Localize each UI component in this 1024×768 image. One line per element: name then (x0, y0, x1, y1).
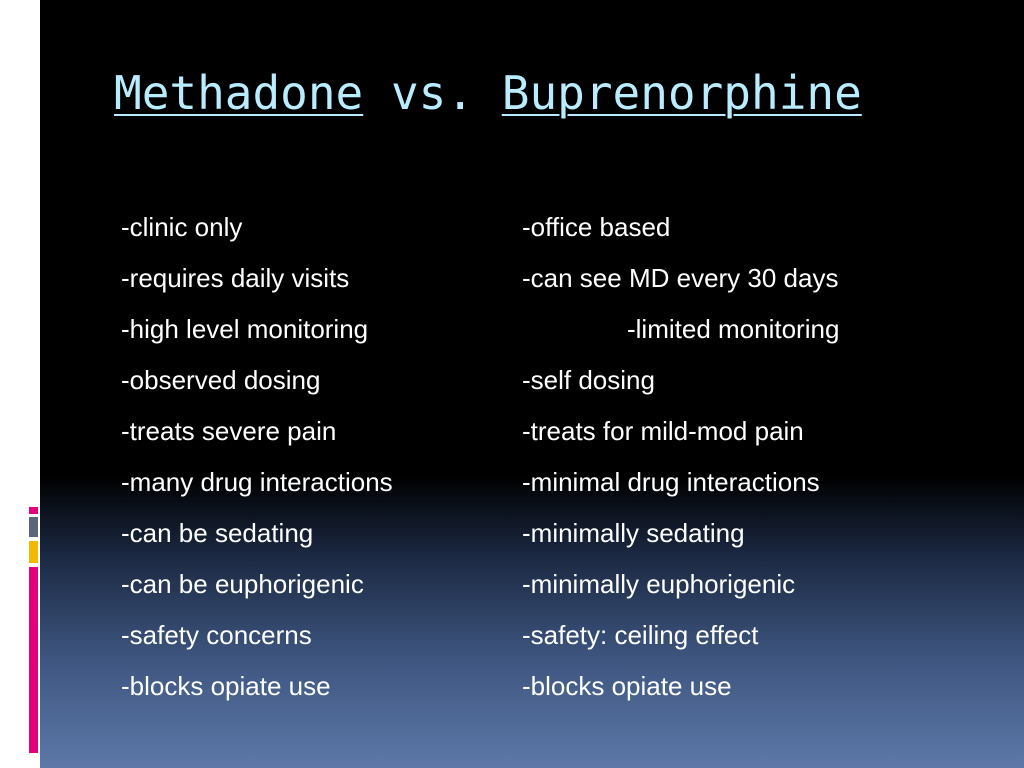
buprenorphine-item: -blocks opiate use (522, 671, 732, 701)
buprenorphine-item: -minimally sedating (522, 518, 745, 548)
methadone-item: -can be sedating (121, 518, 314, 548)
methadone-item: -treats severe pain (121, 416, 337, 446)
slide-title (114, 66, 862, 120)
buprenorphine-item: -office based (522, 212, 671, 242)
buprenorphine-item: -limited monitoring (627, 314, 840, 344)
methadone-item: -observed dosing (121, 365, 321, 395)
accent-bar-yellow (29, 541, 38, 563)
accent-bar-gray (29, 517, 38, 537)
accent-bar-pink-top (29, 507, 38, 514)
methadone-item: -can be euphorigenic (121, 569, 364, 599)
buprenorphine-item: -can see MD every 30 days (522, 263, 839, 293)
accent-bar-pink (29, 567, 38, 753)
buprenorphine-link[interactable]: Buprenorphine (501, 66, 862, 120)
title-separator: vs. (390, 66, 475, 120)
buprenorphine-list (522, 205, 839, 715)
methadone-link[interactable]: Methadone (114, 66, 364, 120)
buprenorphine-item: -treats for mild-mod pain (522, 416, 804, 446)
buprenorphine-item: -self dosing (522, 365, 655, 395)
methadone-item: -clinic only (121, 212, 243, 242)
methadone-item: -high level monitoring (121, 314, 369, 344)
methadone-item: -safety concerns (121, 620, 312, 650)
methadone-item: -many drug interactions (121, 467, 393, 497)
buprenorphine-item: -minimal drug interactions (522, 467, 820, 497)
methadone-item: -blocks opiate use (121, 671, 331, 701)
methadone-list (121, 205, 393, 715)
buprenorphine-item: -safety: ceiling effect (522, 620, 759, 650)
buprenorphine-item: -minimally euphorigenic (522, 569, 796, 599)
methadone-item: -requires daily visits (121, 263, 350, 293)
